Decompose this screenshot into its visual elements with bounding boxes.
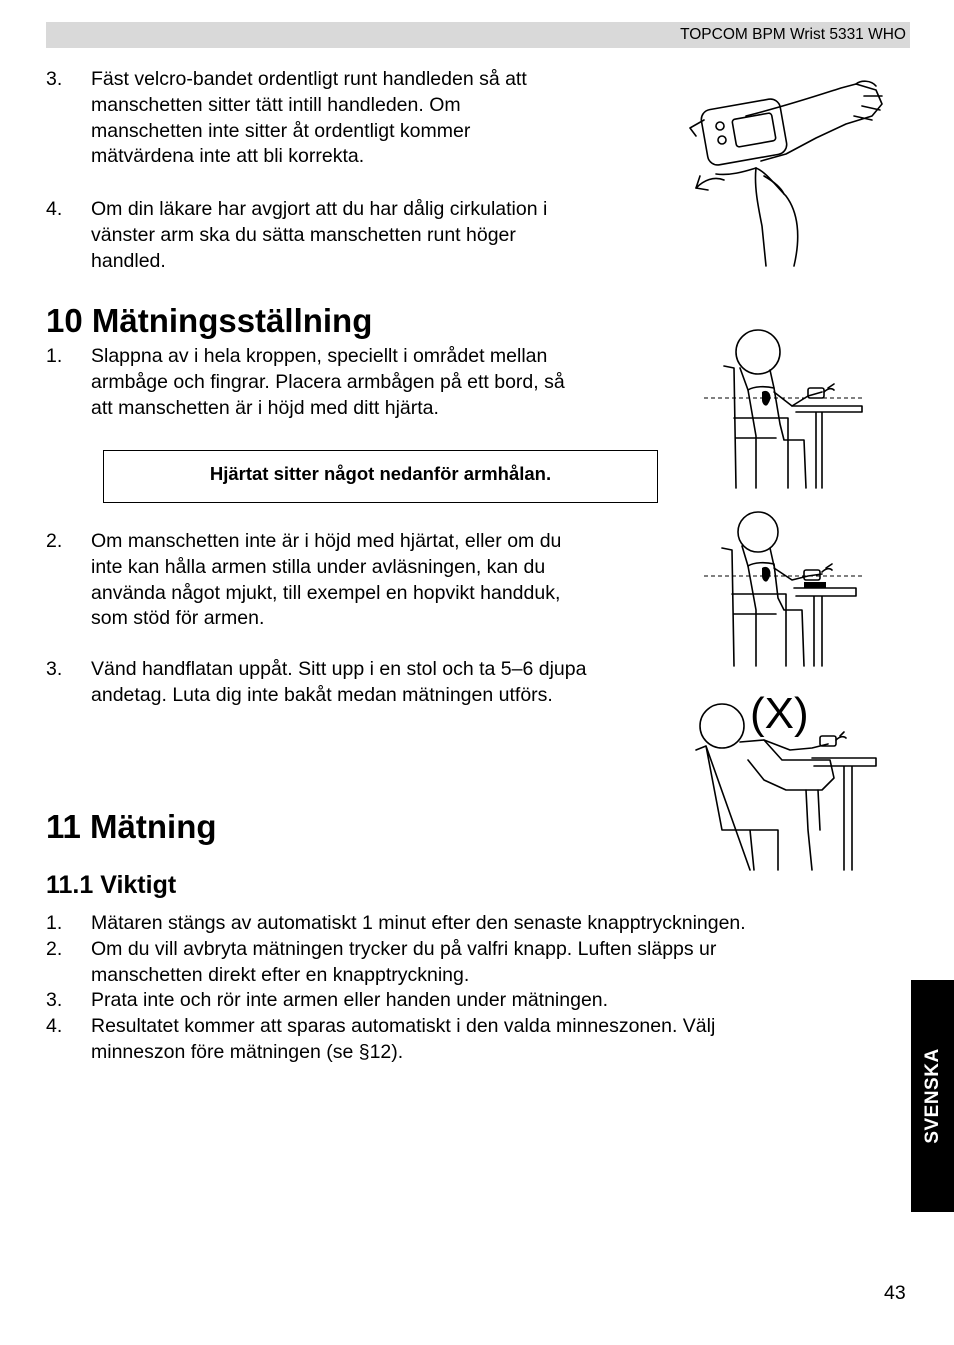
wrist-cuff-illustration (676, 76, 896, 271)
language-tab (911, 980, 954, 1212)
list-number: 2. (46, 938, 63, 960)
list-item-text: Prata inte och rör inte armen eller handen under mätningen. (91, 989, 609, 1011)
list-item-text: Mätaren stängs av automatiskt 1 minut efter den senaste knapptryckningen. (91, 912, 746, 934)
document-title: TOPCOM BPM Wrist 5331 WHO (680, 26, 906, 43)
wrong-label: (X) (750, 689, 809, 738)
list-number: 1. (46, 912, 63, 934)
list-number: 3. (46, 68, 63, 90)
supported-posture-illustration (704, 510, 869, 670)
list-item-text: Fäst velcro-bandet ordentligt runt handleden så att manschetten sitter tätt intill handleden. Om manschetten inte sitter åt ordentligt kommer mätvärdena inte att bli korrekta. (91, 68, 527, 168)
header-bar (46, 22, 910, 48)
list-item-text: Om din läkare har avgjort att du har dålig cirkulation i vänster arm ska du sätta manschetten runt höger handled. (91, 198, 548, 272)
list-number: 1. (46, 345, 63, 367)
list-item-text: Slappna av i hela kroppen, speciellt i området mellan armbåge och fingrar. Placera armbågen på ett bord, så att manschetten är i höjd med ditt hjärta. (91, 345, 565, 419)
section-heading: 11 Mätning (46, 808, 217, 845)
list-number: 3. (46, 989, 63, 1011)
note-box (103, 450, 658, 503)
list-item-text: Om manschetten inte är i höjd med hjärtat, eller om du inte kan hålla armen stilla under avläsningen, kan du använda något mjukt, till exempel en hopvikt handduk, som stöd för armen. (91, 530, 562, 630)
section-heading: 10 Mätningsställning (46, 302, 373, 339)
list-number: 4. (46, 198, 63, 220)
list-number: 4. (46, 1015, 63, 1037)
correct-posture-illustration (704, 328, 869, 493)
wrong-posture-illustration (694, 690, 884, 875)
list-number: 2. (46, 530, 63, 552)
language-label: SVENSKA (921, 1048, 943, 1144)
list-item-text: Om du vill avbryta mätningen trycker du på valfri knapp. Luften släpps ur manschetten direkt efter en knapptryckning. (91, 938, 717, 986)
page-number: 43 (884, 1282, 906, 1304)
note-text: Hjärtat sitter något nedanför armhålan. (209, 463, 552, 484)
list-number: 3. (46, 658, 63, 680)
list-item-text: Vänd handflatan uppåt. Sitt upp i en stol och ta 5–6 djupa andetag. Luta dig inte bakåt medan mätningen utförs. (91, 658, 587, 706)
subsection-heading: 11.1 Viktigt (46, 871, 177, 899)
list-item-text: Resultatet kommer att sparas automatiskt i den valda minneszonen. Välj minneszon före mätningen (se §12). (91, 1015, 716, 1063)
